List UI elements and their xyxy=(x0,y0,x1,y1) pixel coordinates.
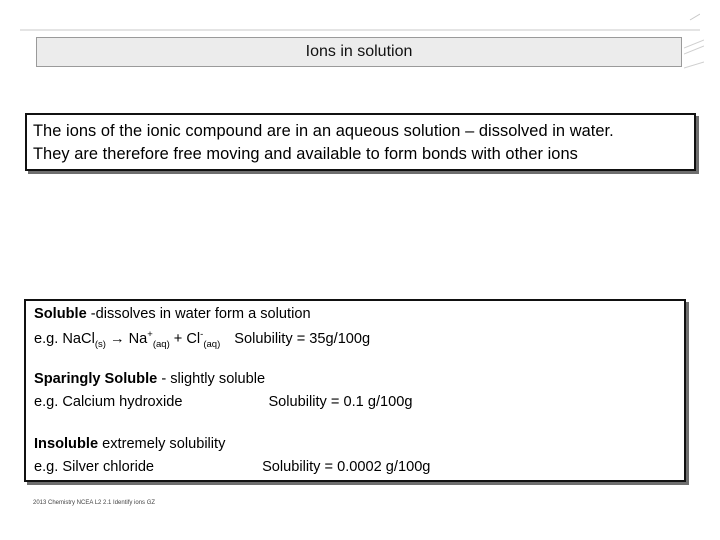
insoluble-example-text: e.g. Silver chloride xyxy=(34,459,155,475)
charge-plus: + xyxy=(147,329,153,340)
soluble-example xyxy=(34,329,370,350)
soluble-definition xyxy=(34,306,311,322)
slide-decoration-right xyxy=(684,36,704,70)
insoluble-solubility: Solubility = 0.0002 g/100g xyxy=(262,459,431,475)
soluble-definition-text: -dissolves in water form a solution xyxy=(86,306,311,322)
state-aqueous-cl: (aq) xyxy=(203,339,221,350)
state-aqueous-na: (aq) xyxy=(152,339,170,350)
state-solid: (s) xyxy=(94,339,106,350)
solubility-box xyxy=(24,299,686,482)
insoluble-definition xyxy=(34,436,225,452)
insoluble-term: Insoluble xyxy=(34,436,99,452)
sparingly-example-text: e.g. Calcium hydroxide xyxy=(34,394,183,410)
soluble-solubility: Solubility = 35g/100g xyxy=(234,331,371,347)
slide-decoration-top xyxy=(20,0,700,40)
soluble-term: Soluble xyxy=(34,306,87,322)
slide-footer: 2013 Chemistry NCEA L2 2.1 Identify ions GZ xyxy=(33,500,156,506)
insoluble-definition-text: extremely solubility xyxy=(98,436,226,452)
sparingly-definition-text: - slightly soluble xyxy=(157,371,266,387)
slide-title: Ions in solution xyxy=(305,43,413,60)
equation-nacl: e.g. NaCl xyxy=(34,331,95,347)
sparingly-solubility: Solubility = 0.1 g/100g xyxy=(268,394,413,410)
charge-minus: - xyxy=(200,329,204,340)
intro-text-box xyxy=(25,113,696,171)
slide-title-bar xyxy=(36,37,682,67)
equation-plus-cl: + Cl xyxy=(169,331,201,347)
sparingly-example xyxy=(34,394,412,410)
intro-line-2: They are therefore free moving and available to form bonds with other ions xyxy=(33,145,578,163)
intro-line-1: The ions of the ionic compound are in an aqueous solution – dissolved in water. xyxy=(33,122,614,140)
equation-arrow-na: → Na xyxy=(105,331,148,347)
sparingly-term: Sparingly Soluble xyxy=(34,371,158,387)
sparingly-definition xyxy=(34,371,265,387)
insoluble-example xyxy=(34,459,430,475)
